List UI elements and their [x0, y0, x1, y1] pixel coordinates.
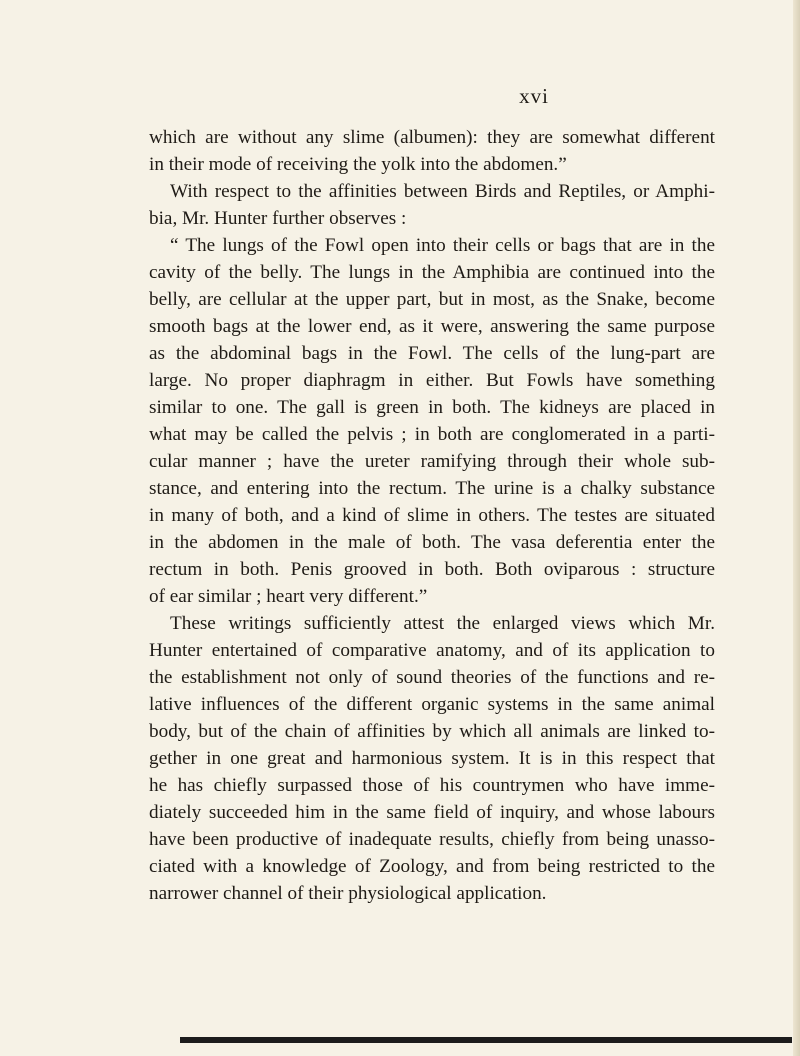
page-number: xvi [519, 84, 549, 108]
text-line: as the abdominal bags in the Fowl. The cells of the lung-part are [149, 343, 715, 364]
text-line: cular manner ; have the ureter ramifying through their whole sub- [149, 451, 715, 472]
text-line: the establishment not only of sound theories of the functions and re- [149, 667, 715, 688]
text-line: With respect to the affinities between Birds and Reptiles, or Amphi- [170, 181, 715, 202]
text-line: Hunter entertained of comparative anatomy, and of its application to [149, 640, 715, 661]
body-text [149, 124, 715, 907]
text-line: cavity of the belly. The lungs in the Amphibia are continued into the [149, 262, 715, 283]
text-line: large. No proper diaphragm in either. But Fowls have something [149, 370, 715, 391]
text-line: in their mode of receiving the yolk into the abdomen.” [149, 154, 567, 175]
text-line: gether in one great and harmonious system. It is in this respect that [149, 748, 715, 769]
text-line: what may be called the pelvis ; in both are conglomerated in a parti- [149, 424, 715, 445]
text-line: which are without any slime (albumen): they are somewhat different [149, 127, 715, 148]
text-line: lative influences of the different organic systems in the same animal [149, 694, 715, 715]
text-line: narrower channel of their physiological application. [149, 883, 547, 904]
text-line: have been productive of inadequate results, chiefly from being unasso- [149, 829, 715, 850]
text-line: stance, and entering into the rectum. The urine is a chalky substance [149, 478, 715, 499]
text-line: smooth bags at the lower end, as it were, answering the same purpose [149, 316, 715, 337]
text-line: in many of both, and a kind of slime in others. The testes are situated [149, 505, 715, 526]
text-line: in the abdomen in the male of both. The vasa deferentia enter the [149, 532, 715, 553]
text-line: These writings sufficiently attest the enlarged views which Mr. [170, 613, 715, 634]
text-line: “ The lungs of the Fowl open into their cells or bags that are in the [170, 235, 715, 256]
text-line: body, but of the chain of affinities by which all animals are linked to- [149, 721, 715, 742]
text-line: he has chiefly surpassed those of his countrymen who have imme- [149, 775, 715, 796]
text-line: diately succeeded him in the same field of inquiry, and whose labours [149, 802, 715, 823]
text-line: bia, Mr. Hunter further observes : [149, 208, 407, 229]
text-line: similar to one. The gall is green in both. The kidneys are placed in [149, 397, 715, 418]
text-line: of ear similar ; heart very different.” [149, 586, 428, 607]
text-line: ciated with a knowledge of Zoology, and from being restricted to the [149, 856, 715, 877]
text-line: rectum in both. Penis grooved in both. Both oviparous : structure [149, 559, 715, 580]
bottom-rule [180, 1037, 792, 1043]
page-edge [793, 0, 800, 1056]
text-line: belly, are cellular at the upper part, but in most, as the Snake, become [149, 289, 715, 310]
